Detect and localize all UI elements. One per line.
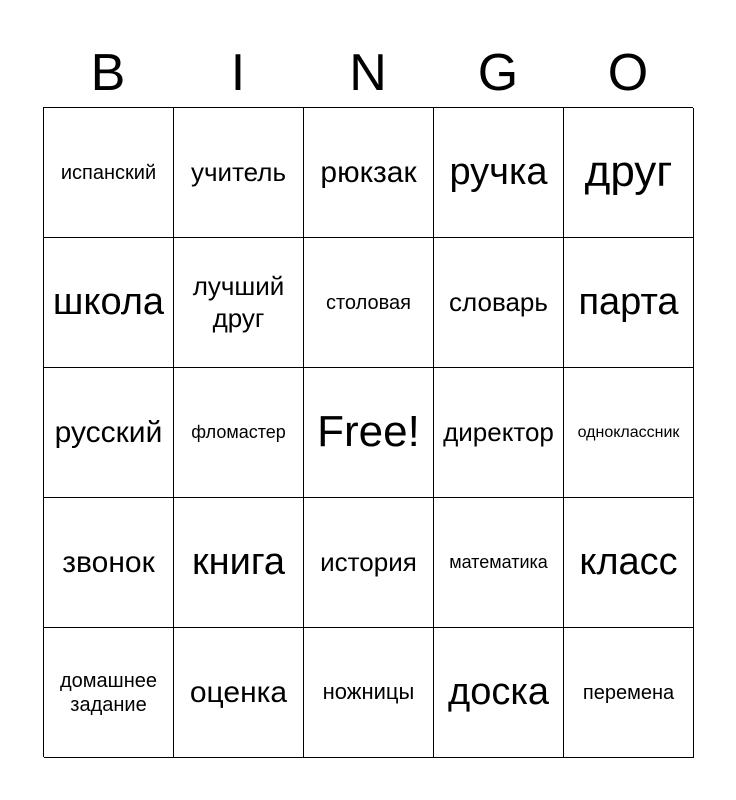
bingo-cell[interactable]: школа — [44, 238, 174, 368]
bingo-cell[interactable]: история — [304, 498, 434, 628]
bingo-cell[interactable]: перемена — [564, 628, 694, 758]
bingo-board — [43, 107, 693, 757]
bingo-cell[interactable]: рюкзак — [304, 108, 434, 238]
bingo-cell[interactable]: фломастер — [174, 368, 304, 498]
bingo-cell[interactable]: книга — [174, 498, 304, 628]
bingo-cell[interactable]: словарь — [434, 238, 564, 368]
header-letter-i: I — [230, 44, 246, 102]
bingo-cell[interactable]: парта — [564, 238, 694, 368]
bingo-cell[interactable]: доска — [434, 628, 564, 758]
bingo-cell[interactable]: учитель — [174, 108, 304, 238]
free-space-cell[interactable]: Free! — [304, 368, 434, 498]
header-letter-b: B — [90, 44, 126, 102]
header-letter-g: G — [477, 44, 519, 102]
bingo-cell[interactable]: одноклассник — [564, 368, 694, 498]
bingo-cell[interactable]: оценка — [174, 628, 304, 758]
header-letter-n: N — [349, 44, 387, 102]
bingo-cell[interactable]: звонок — [44, 498, 174, 628]
bingo-cell[interactable]: класс — [564, 498, 694, 628]
bingo-cell[interactable]: лучший друг — [174, 238, 304, 368]
bingo-header — [43, 38, 693, 108]
bingo-cell[interactable]: испанский — [44, 108, 174, 238]
header-letter-o: O — [607, 44, 649, 102]
bingo-cell[interactable]: русский — [44, 368, 174, 498]
bingo-cell[interactable]: друг — [564, 108, 694, 238]
bingo-cell[interactable]: домашнее задание — [44, 628, 174, 758]
bingo-cell[interactable]: столовая — [304, 238, 434, 368]
bingo-cell[interactable]: ножницы — [304, 628, 434, 758]
bingo-cell[interactable]: математика — [434, 498, 564, 628]
bingo-cell[interactable]: ручка — [434, 108, 564, 238]
bingo-cell[interactable]: директор — [434, 368, 564, 498]
